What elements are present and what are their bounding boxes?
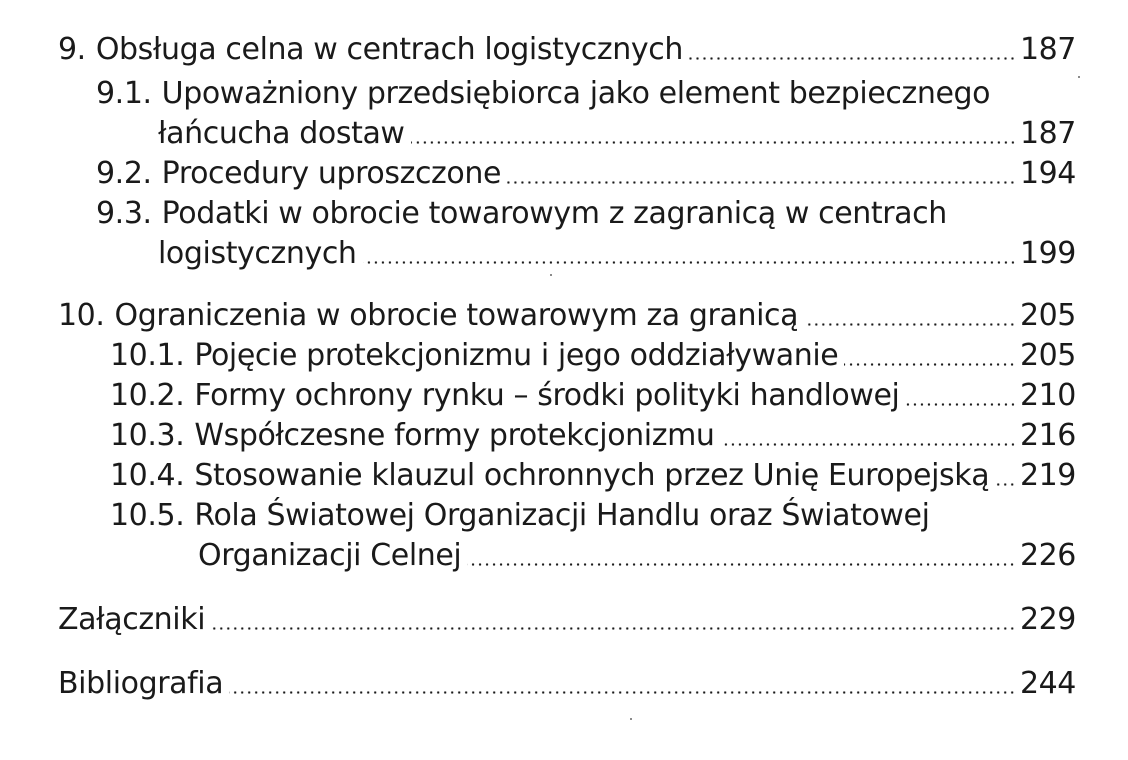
dot-leader: [721, 443, 1016, 446]
toc-entry-number: 9.1.: [96, 76, 152, 111]
toc-entry-number: 9.: [58, 32, 86, 67]
toc-entry-number: 10.1.: [110, 338, 185, 373]
toc-page-number: 229: [1019, 602, 1076, 637]
toc-entry-title: Współczesne formy protekcjonizmu: [194, 418, 715, 453]
dot-leader: [211, 627, 1016, 630]
toc-page-number: 216: [1019, 418, 1076, 453]
toc-entry-number: 10.: [58, 298, 105, 333]
toc-entry-title: Załączniki: [58, 602, 206, 637]
toc-entry-10: [58, 296, 1076, 336]
toc-entry-number: 9.2.: [96, 156, 152, 191]
toc-entry-title: Podatki w obrocie towarowym z zagranicą w centrach: [161, 196, 947, 231]
dot-leader: [411, 141, 1016, 144]
dot-leader: [507, 181, 1016, 184]
toc-page-number: 210: [1019, 378, 1076, 413]
toc-entry-9-1-continued: [158, 114, 1076, 154]
scan-speck: [1078, 76, 1080, 78]
toc-entry-title: Stosowanie klauzul ochronnych przez Unię Europejską: [194, 458, 990, 493]
toc-page-number: 199: [1019, 236, 1076, 271]
toc-entry-title: Procedury uproszczone: [161, 156, 502, 191]
dot-leader: [844, 363, 1016, 366]
toc-entry-title: Ograniczenia w obrocie towarowym za granicą: [114, 298, 799, 333]
dot-leader: [363, 261, 1016, 264]
toc-entry-title: Pojęcie protekcjonizmu i jego oddziaływanie: [194, 338, 839, 373]
toc-entry-10-4: [110, 456, 1076, 496]
toc-entry-number: 10.2.: [110, 378, 185, 413]
toc-entry-9-3: [96, 194, 1076, 234]
toc-page-number: 205: [1019, 338, 1076, 373]
toc-entry-number: 10.4.: [110, 458, 185, 493]
scan-speck: [630, 718, 632, 720]
toc-entry-title: Upoważniony przedsiębiorca jako element bezpiecznego: [161, 76, 991, 111]
dot-leader: [229, 691, 1016, 694]
toc-entry-10-2: [110, 376, 1076, 416]
toc-entry-zalaczniki: [58, 600, 1076, 640]
toc-entry-9-1: [96, 74, 1076, 114]
toc-entry-10-5: [110, 496, 1076, 536]
dot-leader: [995, 483, 1016, 486]
toc-entry-10-5-continued: [198, 536, 1076, 576]
dot-leader: [689, 57, 1016, 60]
toc-page-number: 226: [1019, 538, 1076, 573]
toc-entry-title: Formy ochrony rynku – środki polityki handlowej: [194, 378, 900, 413]
toc-entry-title: Obsługa celna w centrach logistycznych: [95, 32, 683, 67]
toc-entry-title: Rola Światowej Organizacji Handlu oraz Światowej: [194, 498, 930, 533]
toc-entry-title-continued: łańcucha dostaw: [158, 116, 405, 151]
toc-page-number: 194: [1019, 156, 1076, 191]
dot-leader: [804, 323, 1016, 326]
toc-entry-title-continued: Organizacji Celnej: [198, 538, 462, 573]
toc-page-number: 244: [1019, 666, 1076, 701]
toc-page-number: 219: [1019, 458, 1076, 493]
toc-page-number: 187: [1019, 116, 1076, 151]
toc-entry-number: 10.5.: [110, 498, 185, 533]
scan-speck: [550, 274, 552, 276]
toc-entry-10-1: [110, 336, 1076, 376]
toc-entry-9-2: [96, 154, 1076, 194]
dot-leader: [906, 403, 1016, 406]
toc-entry-9-3-continued: [158, 234, 1076, 274]
toc-entry-title-continued: logistycznych: [158, 236, 357, 271]
dot-leader: [467, 563, 1016, 566]
toc-entry-9: [58, 30, 1076, 70]
toc-entry-number: 9.3.: [96, 196, 152, 231]
toc-page-number: 187: [1019, 32, 1076, 67]
toc-page-number: 205: [1019, 298, 1076, 333]
toc-entry-bibliografia: [58, 664, 1076, 704]
toc-entry-number: 10.3.: [110, 418, 185, 453]
toc-entry-10-3: [110, 416, 1076, 456]
toc-entry-title: Bibliografia: [58, 666, 224, 701]
